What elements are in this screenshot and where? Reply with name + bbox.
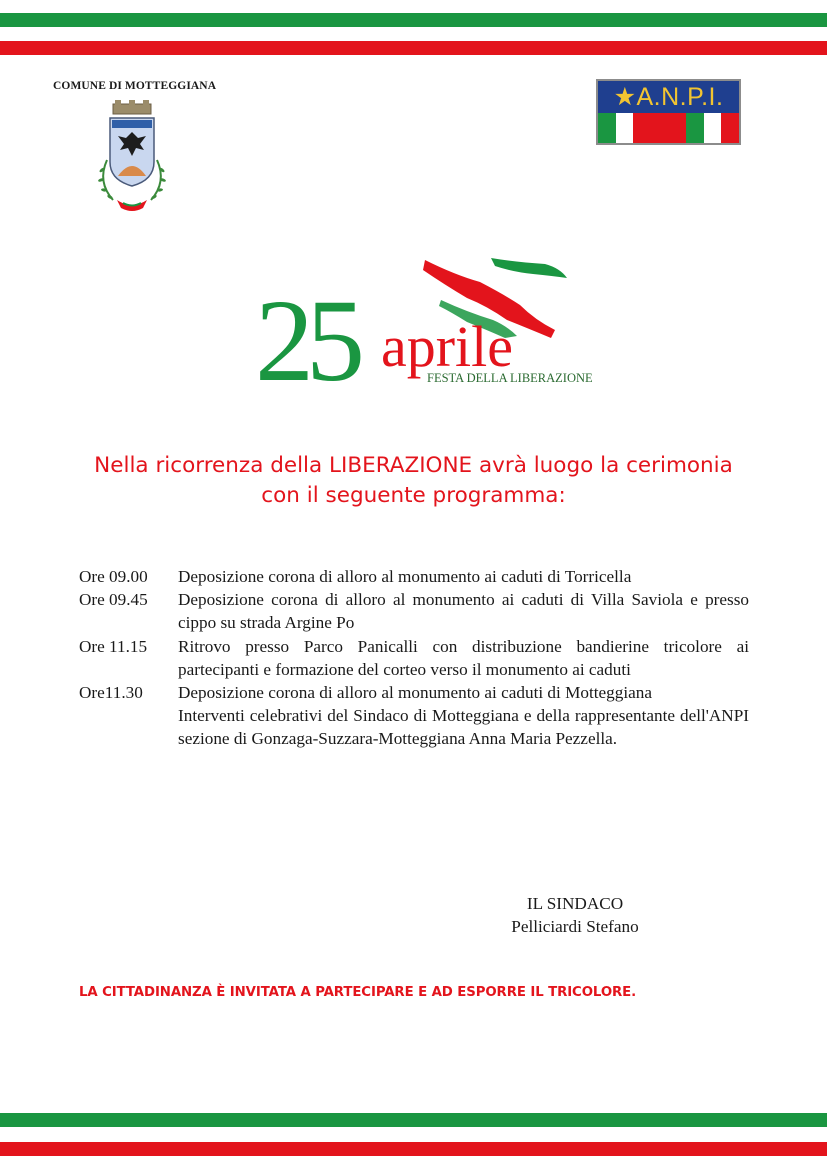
signature-name: Pelliciardi Stefano	[511, 917, 639, 936]
comune-label: COMUNE DI MOTTEGGIANA	[53, 80, 217, 92]
program-item	[79, 635, 749, 681]
top-red-stripe	[0, 41, 827, 55]
intro-line-2: con il seguente programma:	[261, 483, 566, 508]
signature-block	[470, 892, 680, 938]
program-item	[79, 704, 749, 750]
program-time	[79, 704, 178, 750]
logo-word: aprile	[381, 314, 514, 379]
invitation-text: LA CITTADINANZA È INVITATA A PARTECIPARE E AD ESPORRE IL TRICOLORE.	[79, 985, 637, 1000]
program-description: Deposizione corona di alloro al monumento ai caduti di Torricella	[178, 567, 632, 586]
program-time: Ore11.30	[79, 683, 143, 703]
program-description: Deposizione corona di alloro al monumento ai caduti di Villa Saviola e presso cippo su strada Argine Po	[178, 590, 749, 633]
intro-heading	[0, 451, 827, 511]
bottom-red-stripe	[0, 1142, 827, 1156]
program-list	[79, 565, 749, 751]
anpi-tricolor-band	[598, 113, 739, 143]
intro-line-1: Nella ricorrenza della LIBERAZIONE avrà luogo la cerimonia	[94, 453, 733, 478]
program-time: Ore 11.15	[79, 636, 148, 656]
program-item	[79, 681, 749, 704]
logo-subtitle: FESTA DELLA LIBERAZIONE	[427, 371, 593, 385]
program-description: Interventi celebrativi del Sindaco di Motteggiana e della rappresentante dell'ANPI sezione di Gonzaga-Suzzara-Motteggiana Anna Maria Pezzella.	[178, 706, 749, 749]
coat-of-arms-icon	[93, 100, 171, 218]
program-description: Ritrovo presso Parco Panicalli con distribuzione bandierine tricolore ai partecipanti e formazione del corteo verso il monumento ai caduti	[178, 636, 749, 679]
program-time: Ore 09.00	[79, 567, 148, 586]
anpi-logo-text: ★A.N.P.I.	[598, 81, 739, 113]
program-item	[79, 565, 749, 588]
program-description: Deposizione corona di alloro al monumento ai caduti di Motteggiana	[178, 683, 652, 703]
bottom-green-stripe	[0, 1113, 827, 1127]
program-time: Ore 09.45	[79, 590, 148, 610]
top-green-stripe	[0, 13, 827, 27]
program-item	[79, 588, 749, 634]
anpi-logo	[596, 79, 741, 145]
logo-number: 25	[255, 275, 357, 406]
signature-title: IL SINDACO	[526, 894, 624, 913]
festa-liberazione-logo	[255, 250, 593, 406]
